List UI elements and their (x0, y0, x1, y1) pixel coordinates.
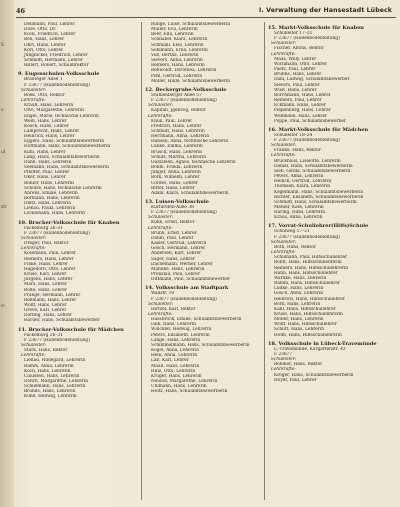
list-item: Pohl, Gertrud, Lehrerin (151, 73, 203, 79)
list-item: F 23677 (Hallenbodenleitung) (274, 36, 340, 42)
column-middle (145, 22, 265, 504)
list-item: Sieh, Gerda, Schulamtsbewerberin (274, 168, 351, 174)
list-item: Cordes, Hans, Lehrer (151, 180, 198, 186)
list-item: Gosch, Anna, Lehrerin (274, 291, 324, 297)
column-right (268, 22, 394, 504)
list-item: Bork, Hans, Lehrerin (274, 301, 321, 307)
list-item: Fredrich, Hans, Lehrer (151, 123, 202, 129)
section-title: 18. Volksschule in Lübeck-Travemünde (268, 340, 377, 347)
list-item: Ramm, Hans, Hilfsschullehrer (274, 281, 340, 287)
list-item: Wallstr. 18 (151, 291, 175, 297)
list-item: Stuhlenberger Allee 57 (151, 92, 202, 98)
list-item: Ohrt, Hans, Lehrer (24, 42, 66, 48)
list-item: Beh, Hans, Lehrer (24, 37, 65, 43)
section-title: 13. Luisen-Volksschule (145, 199, 209, 205)
list-item: Krauß, Hans, Lehrerin (24, 103, 74, 109)
list-item: Ritter, Hans, Lehrer (151, 185, 195, 191)
list-item: Sievers, Paul, Lehrer (274, 82, 320, 88)
list-label: Schulleiter: (271, 357, 297, 363)
list-label: Schulleiter: (21, 235, 47, 241)
list-item: Lübke, Emma, Lehrerin (151, 144, 203, 150)
list-item: Bruhn, Ernst, Lehrer (151, 230, 197, 236)
list-item: Eggers, Hans, Schulamtsbewerberin (24, 139, 105, 145)
list-item: Fackelburg 26–31 (24, 332, 63, 338)
list-item: Sievers, Anna, Lehrerin (151, 58, 203, 64)
list-item: Kossmann, Paul, Lehrer (24, 251, 76, 257)
list-item: Uhlmann, Hans, Lehrerin (151, 384, 207, 390)
list-item: Kapitän, Jgenvog, Rektor (151, 108, 206, 114)
list-label: Schulleiter: (271, 239, 297, 245)
list-item: Schimmelmann, Hans, Schulamtsbewerberin (151, 342, 250, 348)
list-item: Kock, Friedrich, Lehrer (24, 32, 76, 38)
list-item: Söhlmann, Erna, Lehrerin (151, 47, 208, 53)
list-item: F 23677 (Hallenbodenleitung) (151, 98, 217, 104)
list-item: Gosch, Hermann, Lehrer (151, 246, 206, 252)
list-item: Peters, Elisabeth, Lehrerin (151, 332, 210, 338)
list-item: Piepenburg, Hans, Lehrer (274, 108, 331, 114)
list-label: Schulleiter: (148, 301, 174, 307)
list-item: F 23677 (Hallenbodenleitung) (24, 230, 90, 236)
list-label: Lehrkräfte: (148, 225, 173, 231)
column-left (18, 22, 138, 504)
list-item: Kühl, Hans, Lehrer (24, 149, 66, 155)
list-item: Marx, Hans, Lehrer (24, 282, 67, 288)
list-item: Mehler, Käte, Lehrerin (274, 205, 324, 210)
list-item: Brüsch, Hans, Lehrerin (151, 149, 203, 155)
list-item: Weiß, Hans, Lehrer (24, 118, 67, 124)
section-title: 12. Beckergrube-Volksschule (145, 86, 227, 93)
column-rule (141, 22, 142, 500)
section-title: 17. Vorrat-Schullehrer(Hilfs)Schule (268, 223, 369, 230)
list-label: Lehrkräfte: (271, 250, 296, 256)
margin-note: e: (1, 304, 6, 309)
list-item: Harder, Hans, Schulamtsbewerber (24, 318, 100, 324)
list-item: Peters, Alma, Lehrerin (274, 174, 324, 180)
list-item: F 23677 (Hallenbodenleitung) (151, 296, 217, 302)
list-item: Brauteger Allee 1 (24, 77, 63, 83)
list-item: Schumann, Paul, Hilfsschullehrer (274, 255, 348, 261)
list-label: Schulleiter: (21, 87, 47, 93)
list-label: Lehrkräfte: (21, 98, 46, 104)
list-label: Lehrkräfte: (271, 51, 296, 57)
list-item: Boldt, Hans, Hilfsschullehrerin (274, 260, 342, 266)
list-item: Dittmann, Paul, Schulamtsbewerber (151, 277, 231, 283)
list-item: Herrmann, Anna, Lehrerin (151, 134, 210, 140)
list-item: Kahl, Hans, Hilfsschullehrer (274, 306, 336, 312)
list-item: Schnabel, Klara, Lehrerin (151, 37, 208, 43)
list-item: Schmidt, Hermann, Lehrer (24, 58, 83, 64)
list-item: Kurfürsten-Allee 38 (151, 205, 194, 210)
list-item: Prenzlau, Paul, Lehrer (151, 272, 200, 278)
list-item: Dorfing, Hans, Lehrer (24, 313, 73, 319)
margin-note: v (1, 108, 4, 113)
list-item: Korl, Otto, Lehrer (24, 47, 63, 53)
list-item: Ramm, Anna, Lehrerin (24, 363, 74, 369)
list-item: Dohrn, Margarethe, Lehrerin (24, 379, 89, 384)
list-item: Franke, Hans, Rektor (274, 148, 322, 154)
list-item: Hirtzel, Karl, Rektor (151, 306, 196, 312)
list-label: Schulleiter: (271, 41, 297, 47)
list-item: Bruhns, Hans, Lehrerin (24, 389, 76, 395)
list-item: Buhler, Hans, Lehrerin (24, 180, 74, 186)
list-item: Eckmann, Hans, Lehrer (274, 103, 326, 109)
margin-note: S (1, 43, 4, 48)
section-title: 15. Markt-Volksschule für Knaben (268, 25, 364, 31)
list-item: Fischer, Alfons, Rektor (274, 46, 324, 52)
list-item: Böhmer, Hans, Rektor (274, 362, 323, 368)
list-item: Hinz, Otto, Lehrerin (151, 368, 196, 374)
list-item: Schulleiter 17–21 (274, 31, 313, 36)
list-item: Greve, Karl, Lehrer (24, 308, 67, 314)
list-item: Kaiser, Gertrud, Lehrerin (151, 241, 207, 247)
list-item: Schulweg 17–21 (274, 229, 310, 235)
section-title: 10. Brucker-Volksschule für Knaben (18, 219, 120, 226)
list-item: Reimers, Hans, Lehrer (24, 256, 74, 262)
list-item: Lamprecht, Hans, Lehrer (24, 128, 80, 134)
list-item: Sager, Hans, Lehrer (151, 256, 195, 262)
list-item: Lienau, Hildegard, Lehrerin (24, 358, 86, 364)
list-item: Jürgens, Hans, Lehrer (24, 277, 73, 283)
list-item: F 23677 (Hallenbodenleitung) (274, 234, 340, 240)
list-item: Heinck, Gertrud, Lehrerin (274, 179, 332, 185)
list-item: Schulze, Hans, technische Lehrerin (24, 185, 102, 191)
list-item: Hahn, Hans, Hilfsschullehrer (274, 270, 338, 276)
list-label: Schulleiter: (148, 215, 174, 221)
list-item: Haring, Hans, Lehrerin (274, 210, 325, 216)
list-item: F 23677 (Hallenbodenleitung) (24, 82, 90, 88)
list-label: Lehrkräfte: (21, 246, 46, 252)
list-item: Schliemann, Hans, Lehrerin (24, 384, 86, 390)
list-item: Pfeiffer, Paul, Lehrer (24, 170, 70, 176)
list-item: Dose, Otto, Dr. (24, 27, 57, 33)
list-item: Schmahl, Else, Lehrerin (151, 42, 204, 48)
list-item: Lang, Hans, Schulamtsbewerberin (24, 154, 100, 160)
list-item: Heinrich, Hans, Hilfsschullehrer (274, 296, 345, 302)
list-item: Hoffmann, Hans, Schulamtsbewerberin (24, 144, 111, 150)
list-item: Kühn, Hedwig, Lehrerin (24, 394, 77, 400)
list-item: Hillert, Robert, Schuldirektor (24, 63, 89, 69)
list-item: Kröger, Hans, Schulamtsbewerberin (274, 372, 354, 378)
list-item: Krüger, Hans, Lehrerin (151, 373, 202, 379)
list-item: Hein, Anna, Lehrerin (151, 353, 198, 359)
list-item: Hassbrock, Emilie, Schulamtsbewerberin (151, 317, 242, 323)
list-item: Dietz, Hans, Lehrerin (24, 201, 72, 207)
list-item: Hoyer, Paul, Lehrer (274, 377, 317, 383)
list-item: Lüdke, Hans, Lehrerin (274, 286, 324, 292)
list-item: Dahm, Paul, Lehrer (151, 235, 194, 241)
list-item: Kraus, Anna, Lehrerin (274, 215, 323, 221)
list-item: Bolte, Hans, Lehrer (24, 287, 67, 293)
list-item: Koch, Hans, Lehrerin (24, 368, 71, 374)
list-item: Both, Hans, Rektor (274, 244, 316, 250)
list-item: Dreger, Paul, Rektor (24, 241, 69, 247)
list-item: Wellmann, Hans, Lehrer (274, 113, 328, 119)
list-item: Reimers, Hans, Lehrerin (151, 63, 205, 69)
list-label: Schulleiter: (21, 342, 47, 348)
list-item: Borchmann, Hans, Lehrer (274, 92, 331, 98)
list-item: Rehmann, Hans, Lehrer (24, 297, 77, 303)
list-item: Hansen, Anna, technische Lehrerin (151, 139, 229, 145)
list-item: Winckler, Hedwig, Lehrerin (151, 327, 212, 333)
binding-margin (0, 0, 14, 507)
list-item: Lange, Hans, Lehrerin (151, 337, 201, 343)
list-item: Seemann, Hans, Schulamtsbewerberin (24, 165, 109, 171)
list-item: Laß, Karl, Lehrer (151, 358, 189, 364)
list-item: Ahrens, Emilie, Lehrerin (24, 190, 78, 196)
list-item: F 23677 (Hallenbodenleitung) (24, 337, 90, 343)
list-item: Oker, Hans, Lehrer (24, 175, 66, 181)
list-item: Thomsen, Klara, Lehrerin (274, 184, 330, 190)
list-item: Claussen, Hans, Lehrerin (24, 373, 80, 379)
margin-note: str (1, 205, 8, 210)
list-item: Kühn, Ernst, Rektor (151, 220, 195, 226)
list-item: Kogel, Anna, Lehrerin (151, 348, 199, 354)
list-item: Falk, Hans, Lehrerin (151, 322, 196, 328)
list-label: Lehrkräfte: (148, 113, 173, 119)
list-label: Lehrkräfte: (148, 311, 173, 317)
section-title: 14. Volksschule am Stadtpark (145, 285, 229, 292)
list-item: Bork, Wilhelm, Lehrer (151, 175, 200, 181)
list-item: Gustafsen, Agnes, technische Lehrerin (151, 159, 236, 165)
list-item: Poppe, Paul, Schulamtsbewerber (274, 118, 346, 124)
running-head: I. Verwaltung der Hansestadt Lübeck (259, 7, 392, 14)
list-item: Wolff, Hans, Lehrer (24, 302, 67, 308)
list-item: Neuhof, Margarethe, Lehrerin (151, 379, 218, 384)
list-item: Mahnke, Hans, Lehrerin (151, 266, 205, 272)
list-item: Dahl, Ludwig, Schulamtsbewerber (274, 77, 350, 83)
list-item: Voß, Bertha, Lehrerin (151, 52, 199, 58)
margin-note: ul (1, 150, 6, 155)
list-item: Kruse, Karl, Lehrer (24, 272, 67, 278)
list-item: Dahn, Hans, Lehrerin (24, 159, 72, 165)
list-item: Rehwoldt, Dorothea, Lehrerin (151, 68, 217, 74)
list-item: Schulleiter 18–24 (274, 132, 313, 138)
list-item: Bormann, Hans, Lehrerin (24, 196, 80, 201)
list-item: L.-Travemünde, Kurgartenstr. 43 (274, 346, 346, 352)
list-item: F 23677 (274, 351, 293, 357)
list-item: Jünger, Anna, Lehrerin (151, 170, 201, 176)
list-item: Andersen, Karl, Lehrer (151, 251, 202, 257)
list-item: Holtz, Hans, Schulamtsbewerberin (151, 389, 228, 395)
list-item: Schütt, Hans, Lehrerin (274, 327, 325, 333)
list-item: Finke, Hans, Lehrer (24, 261, 68, 267)
list-label: Schulleiter: (271, 143, 297, 149)
list-item: Richter, Elisabeth, Schulamtsbewerberin (274, 194, 364, 200)
list-item: Schmidt, Hans, Schulamtsbewerberin (274, 199, 357, 205)
section-title: 11. Brucker-Volksschule für Mädchen (18, 326, 124, 333)
section-title: 9. Eugenschulen-Volksschule (18, 71, 100, 78)
list-item: Schmidt, Hans, Lehrerin (151, 128, 205, 134)
list-item: Adam, Klara, Schulamtsbewerberin (151, 190, 229, 196)
list-item: Maas, Willy, Lehrer (274, 56, 317, 62)
list-item: Boek, Otto, Rektor (24, 92, 65, 98)
list-item: Runge, Luise, Schulamtsbewerberin (151, 22, 231, 27)
list-item: Lienau, Paula, Lehrerin (24, 206, 76, 212)
list-item: Wichmann, Otto, Lehrer (274, 61, 327, 67)
list-item: Daniel, Hans, Schulamtsbewerberin (274, 163, 353, 169)
list-item: Müller, Eva, Lehrerin (151, 27, 198, 33)
page-number: 46 (16, 7, 26, 15)
list-item: F 23677 (Hallenbodenleitung) (151, 210, 217, 216)
list-item: Prange, Hermann, Lehrer (24, 292, 81, 298)
list-item: Beer, Ella, Lehrerin (151, 32, 194, 38)
list-item: Dellmann, Paul, Lehrer (24, 22, 75, 27)
section-title: 16. Markt-Volksschule für Mädchen (268, 126, 369, 133)
list-item: Koock, Hans, Lehrer (24, 123, 69, 129)
list-label: Lehrkräfte: (271, 367, 296, 373)
list-item: Knüll, Paul, Lehrer (151, 118, 193, 124)
list-item: Bruckhaus, Liselotte, Lehrerin (274, 158, 341, 164)
list-item: Möller, Hans, Lehrerin (274, 317, 324, 323)
list-item: Holm, Hans, Hilfsschullehrerin (274, 332, 342, 338)
list-item: Möller, Hilde, Schulamtsbewerberin (151, 78, 230, 84)
list-item: Wüst, Hans, Lehrer (274, 87, 317, 93)
list-item: Otto, Margarethe, Lehrerin (24, 108, 84, 114)
list-label: Lehrkräfte: (21, 353, 46, 359)
list-item: Dachemann, Werner, Lehrer (151, 261, 213, 267)
list-item: Böhm, Frieda, Lehrerin (151, 165, 203, 171)
list-item: Schulz, Martha, Lehrerin (151, 154, 207, 160)
list-item: Kruse, Hans, Hilfsschullehrerin (274, 311, 343, 317)
list-item: Reimers, Hans, Hilfsschullehrerin (274, 265, 349, 271)
list-item: Paetz, Paul, Lehrer (274, 67, 316, 73)
list-item: Hagedorn, Otto, Lehrer (24, 266, 76, 272)
page-header (16, 7, 396, 18)
list-item: Jungnickel, Friedrich, Lehrer (24, 52, 88, 58)
list-item: F 23677 (Hallenbodenleitung) (274, 137, 340, 143)
list-item: Engel, Marie, technische Lehrerin (24, 113, 99, 119)
list-item: Warnke, Hans, Lehrerin (274, 275, 327, 281)
list-label: Lehrkräfte: (271, 153, 296, 159)
list-item: Reimers, Paul, Lehrer (274, 98, 322, 104)
list-item: Maaß, Hans, Lehrerin (151, 363, 200, 369)
list-item: Bruhns, Hans, Lehrer (274, 72, 322, 78)
list-item: Heinrich, Hans, Lehrer (24, 134, 75, 140)
list-item: Lockemann, Hans, Lehrerin (24, 211, 85, 217)
list-label: Schulleiter: (148, 103, 174, 109)
list-item: Stark, Hans, Rektor (24, 348, 68, 354)
list-item: Fackelburg 26–31 (24, 225, 63, 231)
list-item: Kegelmann, Hans, Schulamtsbewerberin (274, 189, 364, 195)
list-item: Wolff, Hans, Hilfsschullehrer (274, 322, 337, 328)
